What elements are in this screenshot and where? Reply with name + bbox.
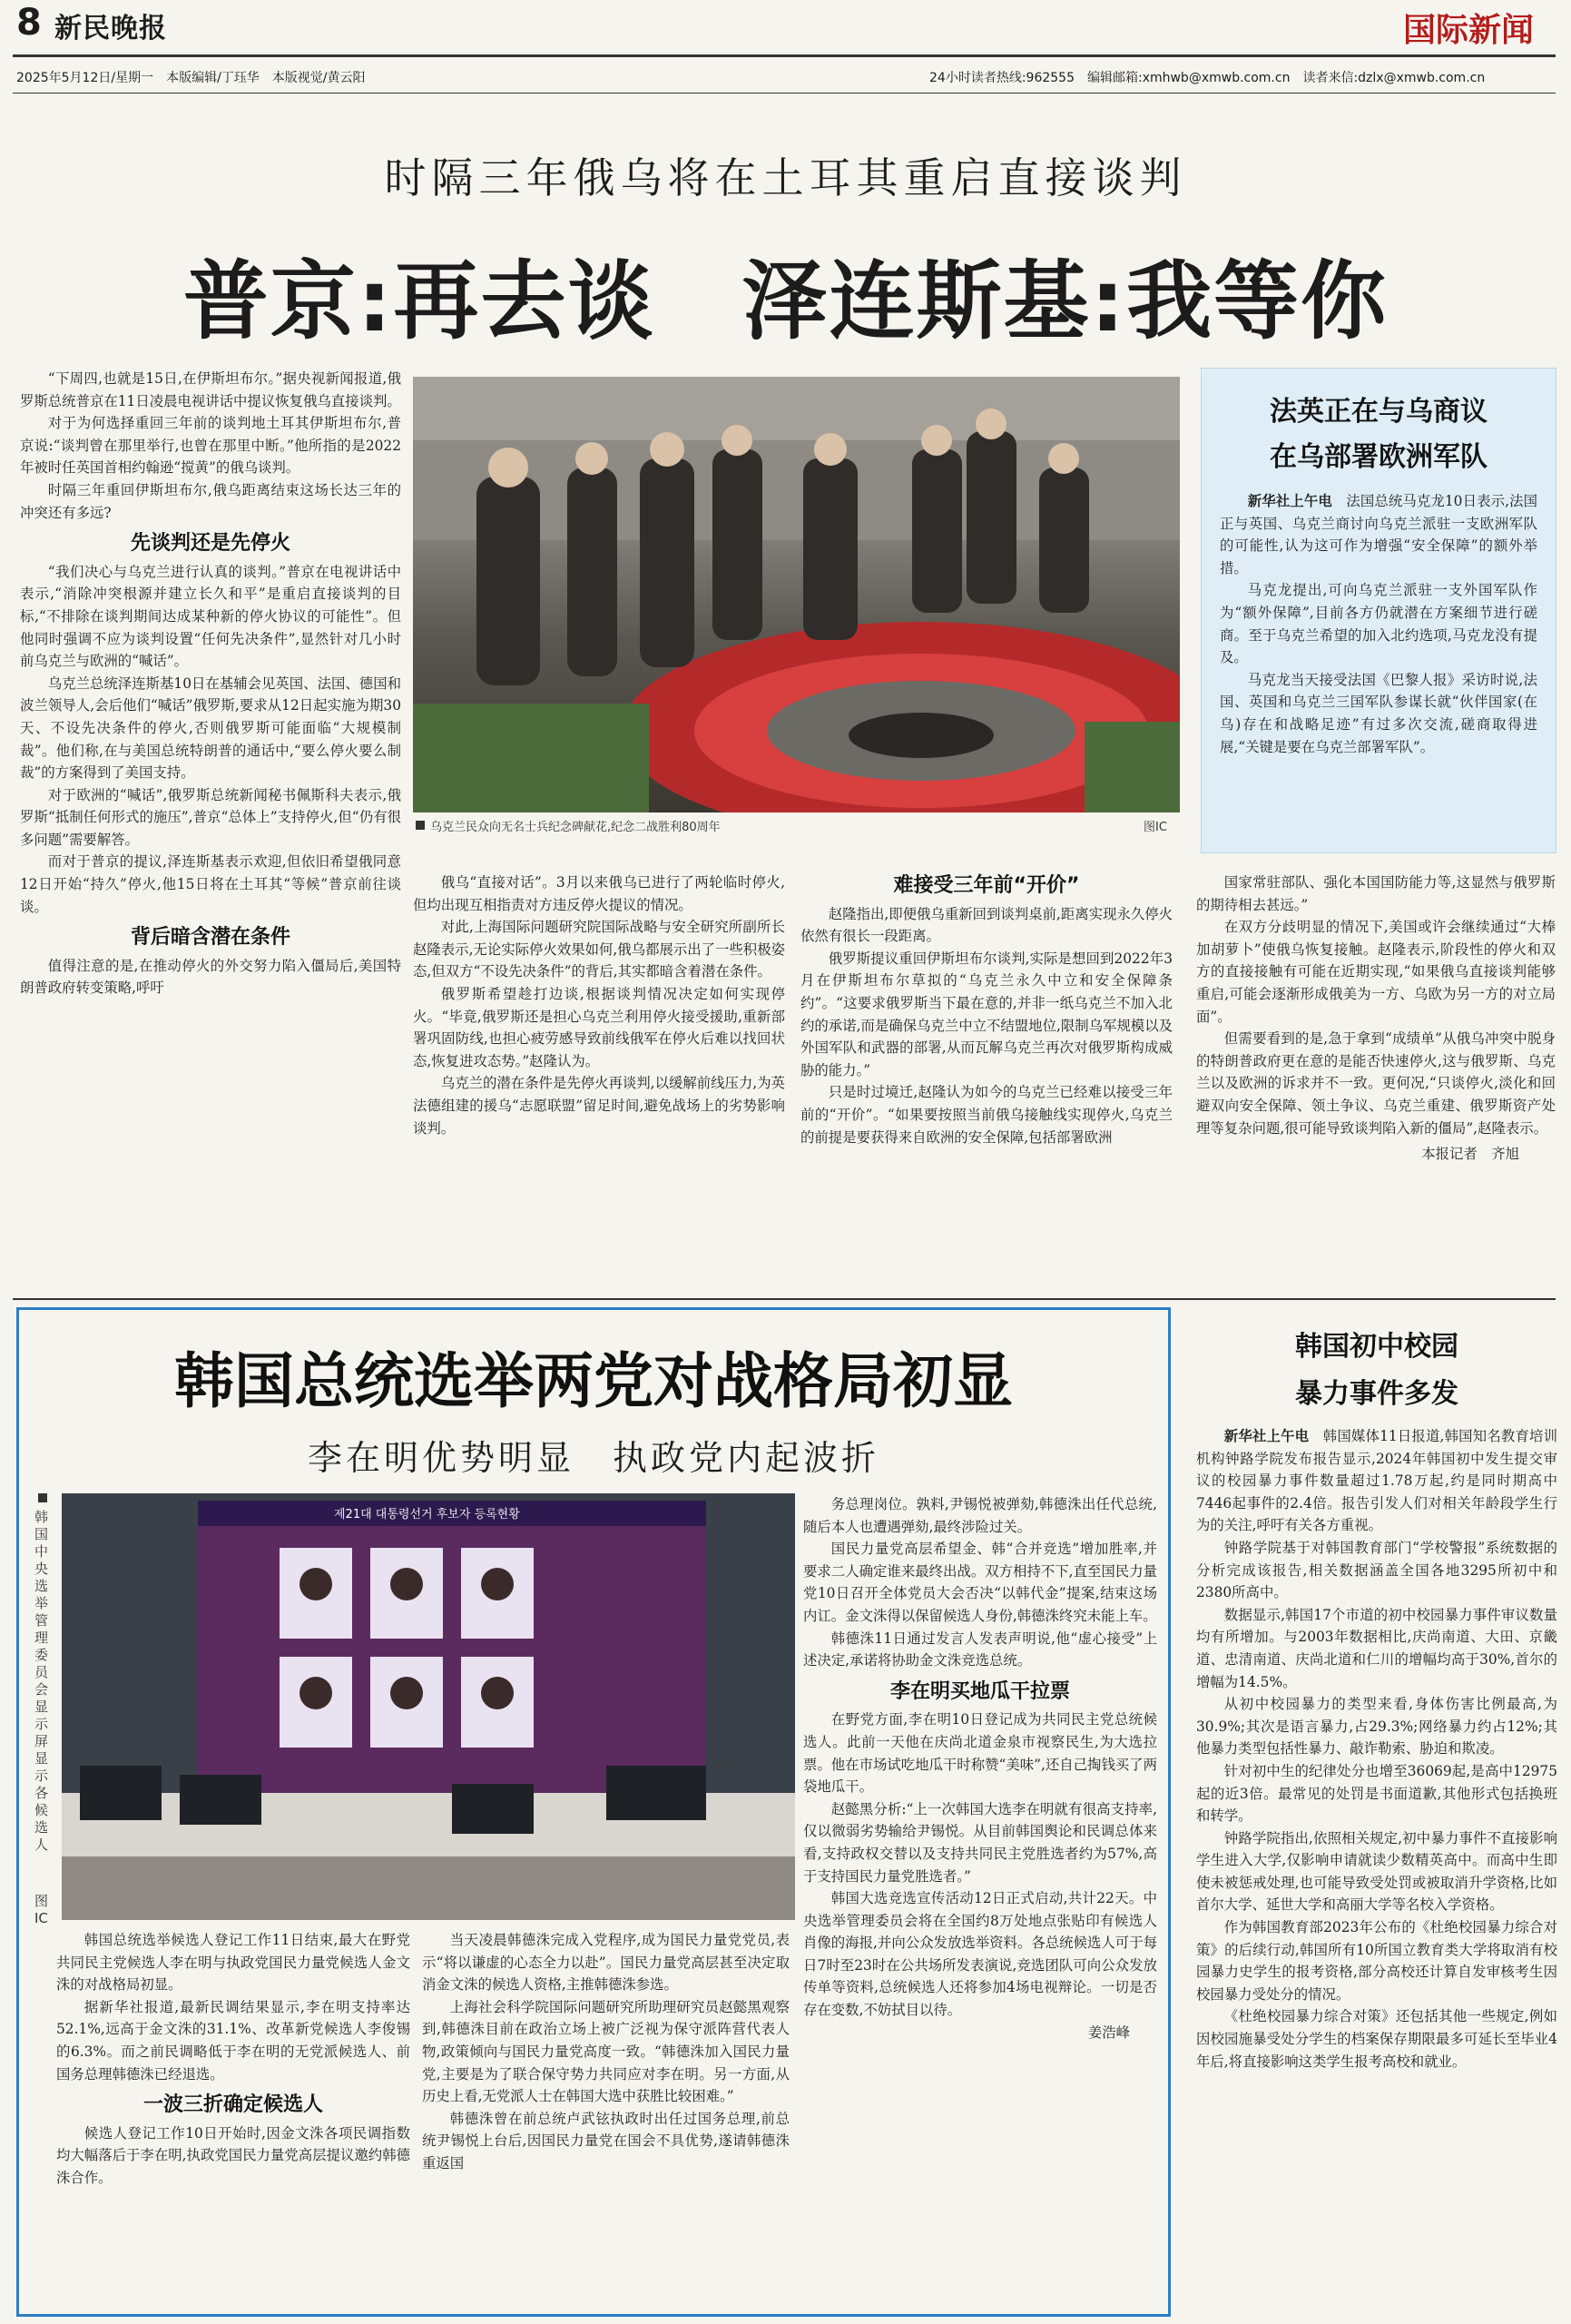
- paragraph: 上海社会科学院国际问题研究所助理研究员赵懿黑观察到,韩德洙目前在政治立场上被广泛视为保守派阵营代表人物,政策倾向与国民力量党高度一致。“韩德洙加入国民力量党,主要是为了联合保守势力共同应对李在明。另一方面,从历史上看,无党派人士在韩国大选中获胜比较困难。”: [422, 1998, 790, 2105]
- story1-sub2: 背后暗含潜在条件: [130, 926, 290, 950]
- paragraph: 韩德洙11日通过发言人发表声明说,他“虚心接受”上述决定,承诺将协助金文洙竞选总统。: [803, 1630, 1157, 1669]
- paragraph: 钟路学院指出,依照相关规定,初中暴力事件不直接影响学生进入大学,仅影响申请就读少数精英高中。而高中生即使未被惩戒处理,也可能导致受处罚或被取消升学资格,比如首尔大学、延世大学和高丽大学等名校入学资格。: [1196, 1829, 1557, 1914]
- story2-byline: 姜浩峰: [1087, 2024, 1130, 2041]
- paragraph: [1196, 1425, 1557, 1537]
- story1-photo-caption: 乌克兰民众向无名士兵纪念碑献花,纪念二战胜利80周年: [430, 821, 721, 834]
- paragraph: 《杜绝校园暴力综合对策》还包括其他一些规定,例如因校园施暴受处分学生的档案保存期限最多可延长至毕业4年后,将直接影响这类学生报考高校和就业。: [1196, 2008, 1557, 2070]
- paragraph: 马克龙当天接受法国《巴黎人报》采访时说,法国、英国和乌克兰三国军队参谋长就“伙伴国家(在乌)存在和战略足迹”有过多次交流,磋商取得进展,“关键是要在乌克兰部署军队”。: [1220, 671, 1537, 755]
- story1-headline: 普京:再去谈 泽连斯基:我等你: [182, 252, 1389, 351]
- paragraph: 韩德洙曾在前总统卢武铉执政时出任过国务总理,前总统尹锡悦上台后,因国民力量党在国会不具优势,遂请韩德洙重返国: [422, 2110, 790, 2171]
- paragraph: [1220, 490, 1537, 579]
- paragraph: 值得注意的是,在推动停火的外交努力陷入僵局后,美国特朗普政府转变策略,呼吁: [20, 957, 401, 997]
- paragraph: 对于欧洲的“喊话”,俄罗斯总统新闻秘书佩斯科夫表示,俄罗斯“抵制任何形式的施压”,普京“总体上”支持停火,但“仍有很多问题”需要解答。: [20, 786, 401, 848]
- story2-col3: [803, 1493, 1157, 2043]
- story1-col3: [800, 872, 1173, 1148]
- paragraph: 乌克兰总统泽连斯基10日在基辅会见英国、法国、德国和波兰领导人,会后他们“喊话”俄罗斯,要求从12日起实施为期30天、不设先决条件的停火,否则俄罗斯可能面临“大规模制裁”。他们称,在与美国总统特朗普的通话中,“要么停火要么制裁”的方案得到了美国支持。: [20, 675, 401, 782]
- page-number: 8: [16, 2, 42, 44]
- caption-marker: [416, 821, 425, 830]
- section-divider: [13, 1298, 1556, 1300]
- paragraph-text: 法国总统马克龙10日表示,法国正与英国、乌克兰商讨向乌克兰派驻一支欧洲军队的可能性,认为这可作为增强“安全保障”的额外举措。: [1220, 493, 1537, 576]
- header-rule: [13, 54, 1556, 57]
- paragraph: 当天凌晨韩德洙完成入党程序,成为国民力量党党员,表示“将以谦虚的心态全力以赴”。国民力量党高层甚至决定取消金文洙的候选人资格,主推韩德洙参选。: [422, 1932, 790, 1994]
- sidebar2-lead: 新华社上午电: [1223, 1428, 1310, 1444]
- sidebar2-title-1: 韩国初中校园: [1295, 1331, 1458, 1363]
- paragraph: “我们决心与乌克兰进行认真的谈判。”普京在电视讲话中表示,“消除冲突根源并建立长久和平”是重启直接谈判的目标,“不排除在谈判期间达成某种新的停火协议的可能性”。但他同时强调不应为谈判设置“任何先决条件”,显然针对几小时前乌克兰与欧洲的“喊话”。: [20, 563, 401, 670]
- paragraph: 钟路学院基于对韩国教育部门“学校警报”系统数据的分析完成该报告,相关数据涵盖全国各地3295所初中和2380所高中。: [1196, 1539, 1557, 1601]
- paragraph: 俄罗斯希望趁打边谈,根据谈判情况决定如何实现停火。“毕竟,俄罗斯还是担心乌克兰利用停火接受援助,重新部署巩固防线,也担心疲劳感导致前线俄军在停火后难以找回状态,恢复进攻态势。”赵隆认为。: [413, 985, 785, 1069]
- paragraph: 务总理岗位。孰料,尹锡悦被弹劾,韩德洙出任代总统,随后本人也遭遇弹劾,最终涉险过关。: [803, 1496, 1157, 1535]
- paragraph: 国家常驻部队、强化本国国防能力等,这显然与俄罗斯的期待相去甚远。”: [1196, 874, 1556, 913]
- story1-sub1: 先谈判还是先停火: [130, 532, 290, 556]
- story2-photo: [62, 1493, 795, 1920]
- sidebar1-title-2: 在乌部署欧洲军队: [1270, 441, 1488, 473]
- date-line: 2025年5月12日/星期一 本版编辑/丁珏华 本版视觉/黄云阳: [16, 71, 366, 85]
- paragraph: 从初中校园暴力的类型来看,身体伤害比例最高,为30.9%;其次是语言暴力,占29.3%;网络暴力约占12%;其他暴力类型包括性暴力、敲诈勒索、胁迫和欺凌。: [1196, 1696, 1557, 1758]
- sidebar-korea-school: [1196, 1307, 1557, 2073]
- paragraph: 而对于普京的提议,泽连斯基表示欢迎,但依旧希望俄同意12日开始“持久”停火,他15日将在土耳其“等候”普京前往谈谈。: [20, 853, 401, 915]
- memorial-photo-illustration: [413, 377, 1180, 812]
- story1-col1: [20, 368, 401, 1000]
- paragraph: 赵隆指出,即便俄乌重新回到谈判桌前,距离实现永久停火依然有很长一段距离。: [800, 905, 1173, 945]
- paragraph: 在双方分歧明显的情况下,美国或许会继续通过“大棒加胡萝卜”使俄乌恢复接触。赵隆表示,阶段性的停火和双方的直接接触有可能在近期实现,“如果俄乌直接谈判能够重启,可能会逐渐形成俄美为一方、乌欧为另一方的对立局面”。: [1196, 919, 1556, 1025]
- section-name: 国际新闻: [1403, 12, 1535, 49]
- story1-byline: 本报记者 齐旭: [1421, 1146, 1519, 1163]
- paragraph: 只是时过境迁,赵隆认为如今的乌克兰已经难以接受三年前的“开价”。“如果要按照当前俄乌接触线实现停火,乌克兰的前提是要获得来自欧洲的安全保障,包括部署欧洲: [800, 1084, 1173, 1146]
- sidebar1-title-1: 法英正在与乌商议: [1270, 396, 1488, 428]
- paragraph-text: 韩国媒体11日报道,韩国知名教育培训机构钟路学院发布报告显示,2024年韩国初中发生提交审议的校园暴力事件数量超过1.78万起,约是同时期高中7446起事件的2.4倍。报告引发人们对相关年龄段学生行为的关注,呼吁有关各方重视。: [1196, 1428, 1557, 1534]
- sidebar-france-uk: [1201, 368, 1556, 853]
- paragraph: 韩国大选竞选宣传活动12日正式启动,共计22天。中央选举管理委员会将在全国约8万处地点张贴印有候选人肖像的海报,并向公众发放选举资料。各总统候选人可于每日7时至23时在公共场所发表演说,竞选团队可向公众发放传单等资料,总统候选人还将参加4场电视辩论。一切是否存在变数,不妨拭目以待。: [803, 1890, 1157, 2019]
- story2-photo-caption: 韩国中央选举管理委员会显示屏显示各候选人: [34, 1509, 49, 1853]
- story1-col4: [1196, 872, 1556, 1166]
- paragraph: 乌克兰的潜在条件是先停火再谈判,以缓解前线压力,为英法德组建的援乌“志愿联盟”留足时间,避免战场上的劣势影响谈判。: [413, 1075, 785, 1137]
- paragraph: 赵懿黑分析:“上一次韩国大选李在明就有很高支持率,仅以微弱劣势输给尹锡悦。从目前韩国舆论和民调总体来看,支持政权交替以及支持共同民主党胜选者约为57%,高于支持国民力量党胜选者。”: [803, 1800, 1157, 1885]
- paragraph: 对于为何选择重回三年前的谈判地土耳其伊斯坦布尔,普京说:“谈判曾在那里举行,也曾在那里中断。”他所指的是2022年被时任英国首相约翰逊“搅黄”的俄乌谈判。: [20, 415, 401, 477]
- masthead-logo: 新民晚报: [54, 13, 167, 44]
- story2-photo-credit: 图IC: [34, 1893, 49, 1926]
- screen-title: 제21대 대통령선거 후보자 등록현황: [334, 1508, 520, 1521]
- sidebar1-lead: 新华社上午电: [1247, 493, 1332, 509]
- story2-sub2: 李在明买地瓜干拉票: [889, 1679, 1070, 1703]
- paragraph: 数据显示,韩国17个市道的初中校园暴力事件审议数量均有所增加。与2003年数据相比,庆尚南道、大田、京畿道、忠清南道、庆尚北道和仁川的增幅均高于30%,首尔的增幅为14.5%。: [1196, 1606, 1557, 1690]
- story2-headline: 韩国总统选举两党对战格局初显: [174, 1345, 1013, 1416]
- paragraph: 韩国总统选举候选人登记工作11日结束,最大在野党共同民主党候选人李在明与执政党国民力量党候选人金文洙的对战格局初显。: [56, 1932, 410, 1994]
- paragraph: 时隔三年重回伊斯坦布尔,俄乌距离结束这场长达三年的冲突还有多远?: [20, 481, 401, 521]
- paragraph: 在野党方面,李在明10日登记成为共同民主党总统候选人。此前一天他在庆尚北道金泉市视察民生,为大选拉票。他在市场试吃地瓜干时称赞“美味”,还自己掏钱买了两袋地瓜干。: [803, 1711, 1158, 1796]
- election-screen-illustration: [62, 1493, 795, 1920]
- story2-subhead: 李在明优势明显 执政党内起波折: [307, 1438, 879, 1478]
- paragraph: 针对初中生的纪律处分也增至36069起,是高中12975起的近3倍。最常见的处罚是书面道歉,其他形式包括换班和转学。: [1196, 1762, 1557, 1825]
- paragraph: 国民力量党高层希望金、韩“合并竞选”增加胜率,并要求二人确定谁来最终出战。双方相持不下,直至国民力量党10日召开全体党员大会否决“以韩代金”提案,结束这场内讧。金文洙得以保留候选人身份,韩德洙终究未能上车。: [803, 1541, 1157, 1624]
- story1-photo-credit: 图IC: [1144, 821, 1167, 834]
- paragraph: 对此,上海国际问题研究院国际战略与安全研究所副所长赵隆表示,无论实际停火效果如何,俄乌都展示出了一些积极姿态,但双方“不设先决条件”的背后,其实都暗含着潜在条件。: [413, 919, 785, 980]
- story2-col1: [56, 1929, 410, 2190]
- paragraph: 俄乌“直接对话”。3月以来俄乌已进行了两轮临时停火,但均出现互相指责对方违反停火提议的情况。: [413, 874, 785, 913]
- paragraph: 马克龙提出,可向乌克兰派驻一支外国军队作为“额外保障”,目前各方仍就潜在方案细节进行磋商。至于乌克兰希望的加入北约选项,马克龙没有提及。: [1220, 582, 1537, 666]
- paragraph: “下周四,也就是15日,在伊斯坦布尔。”据央视新闻报道,俄罗斯总统普京在11日凌晨电视讲话中提议恢复俄乌直接谈判。: [20, 370, 401, 409]
- paragraph: 据新华社报道,最新民调结果显示,李在明支持率达52.1%,远高于金文洙的31.1%、改革新党候选人李俊锡的6.3%。而之前民调略低于李在明的无党派候选人、前国务总理韩德洙已经退选。: [56, 1998, 410, 2083]
- caption-marker-2: [38, 1493, 47, 1502]
- sidebar2-title-2: 暴力事件多发: [1295, 1378, 1458, 1410]
- paragraph: 作为韩国教育部2023年公布的《杜绝校园暴力综合对策》的后续行动,韩国所有10所国立教育类大学将取消有校园暴力史学生的报考资格,部分高校还计算自发审核考生因校园暴力受处分的情况。: [1196, 1919, 1557, 2003]
- paragraph: 候选人登记工作10日开始时,因金文洙各项民调指数均大幅落后于李在明,执政党国民力量党高层提议邀约韩德洙合作。: [56, 2124, 410, 2186]
- story1-kicker: 时隔三年俄乌将在土耳其重启直接谈判: [384, 153, 1187, 202]
- story1-sub3: 难接受三年前“开价”: [893, 874, 1080, 897]
- story1-photo: [413, 377, 1180, 812]
- story2-col2: [422, 1929, 790, 2175]
- header-rule-2: [13, 93, 1556, 94]
- contact-line: 24小时读者热线:962555 编辑邮箱:xmhwb@xmwb.com.cn 读者来信:dzlx@xmwb.com.cn: [929, 71, 1486, 85]
- paragraph: 但需要看到的是,急于拿到“成绩单”从俄乌冲突中脱身的特朗普政府更在意的是能否快速停火,这与俄罗斯、乌克兰以及欧洲的诉求并不一致。更何况,“只谈停火,淡化和回避双向安全保障、领土争议、乌克兰重建、俄罗斯资产处理等复杂问题,很可能导致谈判陷入新的僵局”,赵隆表示。: [1196, 1030, 1556, 1137]
- story2-sub1: 一波三折确定候选人: [142, 2093, 323, 2117]
- story1-col2: [413, 872, 785, 1139]
- paragraph: 俄罗斯提议重回伊斯坦布尔谈判,实际是想回到2022年3月在伊斯坦布尔草拟的“乌克兰永久中立和安全保障条约”。“这要求俄罗斯当下最在意的,并非一纸乌克兰不加入北约的承诺,而是确保乌克兰中立不结盟地位,限制乌军规模以及外国军队和武器的部署,从而瓦解乌克兰再次对俄罗斯构成威胁的能力。”: [800, 950, 1173, 1078]
